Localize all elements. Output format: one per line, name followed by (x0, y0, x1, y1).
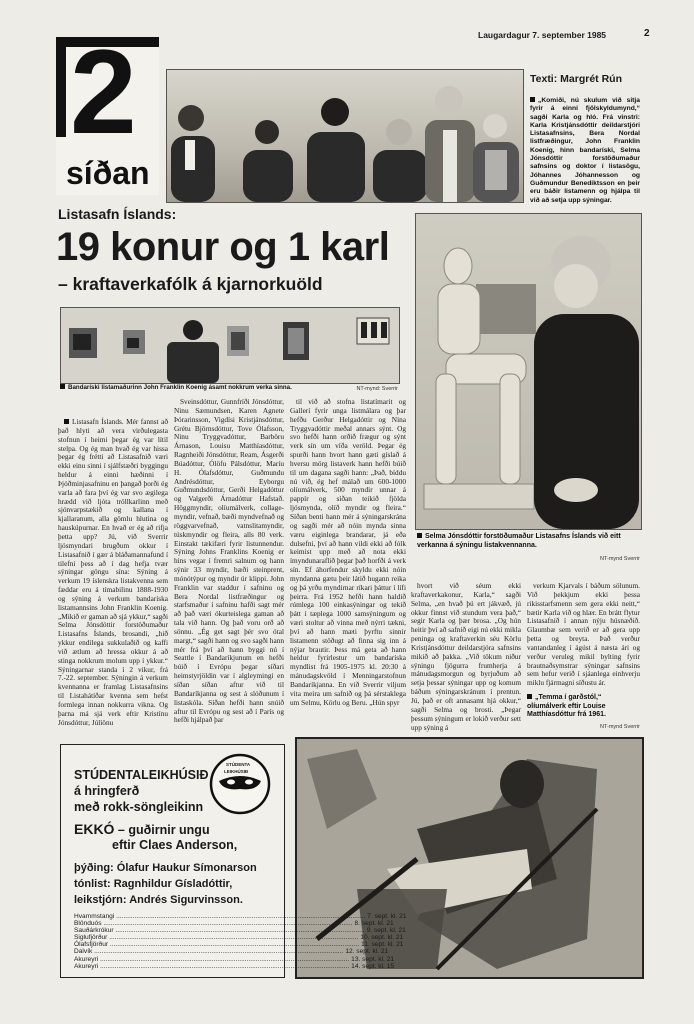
page-number: 2 (644, 28, 650, 39)
group-photo-figures (167, 70, 523, 202)
bullet-square-icon (64, 419, 69, 424)
article-column-1: Listasafn Íslands. Mér fannst að það hlyti að vera virðulegasta stofnun í heimi þegar ég var lítil stelpa. Og ég man hvað ég var hissa þegar ég frétti að Listasafnið væri ekki einu sinni í sjálfstæðri byggingu heldur á einni hæðinni í Þjóðminjasafninu en þangað þorði ég varla að fara því ég var svo ægilega hrædd við ljóta tröllkarlinn með sjónvarpstækið og kallana í kjallaranum, alla gömlu hlutina og hauskúpurnar. En hvað er ég að rifja þetta upp? Jú, við Sverrir ljósmyndari brugðum okkur í Listasafnið í gær á bláðamannafund í tilefni þess að í dag hefja tvær sýningar göngu sína: Sýning á verkum 19 íslenskra listakvenna sem fæddar eru á tímabilinu 1888-1930 og sýning á verkum bandaríska listamannsins John Franklin Koenig. „Mikið er gaman að sjá ykkur,“ sagði Selma Jónsdóttir forstöðumaður Listasafns Íslands, brosandi, „hið ykkur endilega sukkulaðið og kaffi við ætlum að hressa okkur á að stinga nokkrum molum upp í ykkur.“ Sýningarnar standa í 2 vikur, frá 7.-22. september. Sýningin á verkum kvennanna er framlag Listasafnsins til Listahátíðar kvenna sem hefst formlega innan nokkurra vikna. Og þarna má sjá verk eftir Kristínu Jónsdóttur, Júlíönu (58, 417, 168, 727)
subheadline: – kraftaverkafólk á kjarnorkuöld (58, 274, 323, 294)
ad-music-credit: tónlist: Ragnhildur Gísladóttir, (74, 878, 233, 890)
ad-translation-credit: þýðing: Ólafur Haukur Símonarson (74, 862, 257, 874)
bullet-square-icon (530, 97, 535, 102)
article-column-4: hvort við séum ekki kraftaverkakonur, Karla,“ sagði Selma, „en hvað þú ert jákvæð, jú okkur finnst við stundum vera það,“ segir Karla og þær brosa. „Og hún heitir því að safnið eigi nú ekki mikla peninga og kraftaverkin séu Körlu Kristjánsdóttur deildarstjóra safnsins mikið að þakka. „Við tökum niður sýningu fjögurra frumherja á mánudagsmorgun og byrjuðum að setja þessar sýningar upp og komum báðum sýningarskránum í prentun. Jú, það er oft annasamt hjá okkur,“ sagði Selma og brosti. „Þegar þessum sýningum er lokið verður sett upp sýning á (411, 581, 521, 732)
painting-credit: NT-mynd Sverrir (599, 724, 640, 730)
selma-portrait-credit: NT-mynd Sverrir (599, 556, 640, 562)
section-logo (56, 25, 159, 195)
tour-row: Akureyri ..... 13. sept. kl. 21 (74, 956, 274, 963)
bullet-square-icon (60, 384, 65, 389)
tour-row: Siglufjörður ..... 10. sept. kl. 21 (74, 934, 274, 941)
ad-author: eftir Claes Anderson, (112, 838, 238, 852)
bullet-square-icon (527, 694, 532, 699)
ad-line-2: á hringferð (74, 784, 140, 798)
selma-portrait-photo (415, 213, 642, 530)
tour-row: Sauðárkrókur ..... 9. sept. kl. 21 (74, 927, 274, 934)
painting-caption: „Temma í garðstól,“ olíumálverk eftir Louise Matthíasdóttur frá 1961. (527, 694, 606, 719)
bullet-square-icon (417, 533, 422, 538)
logo-word: síðan (66, 155, 150, 191)
page-date: Laugardagur 7. september 1985 (478, 30, 607, 40)
tour-row: Dalvík ..... 12. sept. kl. 21 (74, 948, 274, 955)
article-column-3: til við að stofna listatímarit og Gallerí fyrir unga listmálara og þar hefðu Gerður Helgadóttir og Nina Tryggvadóttir meðal annars sýnt. Og svo hefði hann orðið frægur og sýnt verk sín um víða veröld. Þegar ég spurði hann hvort hann gæti gíslað á hversu mörg listaverk hann hefði búið til um dagana sagði hann: „Það, bíddu nú við, ég hef málað um 600-1000 olíumálverk, 500 myndir unnar á pappír og síðan teikið fjölda ljósmynda, olíð myndir og fleira.“ Síðan benti hann mér á sýningarskrána og sagði mér að nóin mynda sinna væru eiginlega brandarar, já eða dulsefni, því að hann vildi ekki að fólk keimist upp með að nota ekki ímyndunaraflið þegar það horfði á verk sín. Ef áhorfendur skyldu ekki nóin myndanna gætu þeir látið hugann reika og þá yrðu myndirnar ríkari þáttur í lífi þeirra. Frá 1952 hefði hann haldið rúmlega 100 einkasýningar og tekið þátt í tæplega 1000 samsýningum og væri stoltur að vinna með nýrri tækni, því að hann mæti þyrftu sinnir listamenn stöðugt að finna sig inn á nýjar brautir. Þess má geta að hann heldur fyrirlestur um bandaríska myndlist frá 1905-1975 kl. 20:30 á mánudagskvöld í Menningarstofnun Bandaríkjanna. En við Sverrir viljum vita meira um safnið og þá sérstaklega um Selmu, Körlu og Beru. „Hún spyr (290, 397, 406, 707)
tour-row: Blönduós ..... 8. sept. kl. 21 (74, 920, 274, 927)
logo-numeral: 2 (70, 25, 137, 159)
koenig-strip-photo (60, 307, 400, 384)
ad-show-title: EKKÓ – guðirnir ungu (74, 821, 210, 837)
ad-org-name: STÚDENTALEIKHÚSIÐ (74, 768, 209, 782)
selma-portrait-scene (416, 214, 641, 529)
tour-row: Ólafsfjörður ..... 11. sept. kl. 21 (74, 941, 274, 948)
ad-line-3: með rokk-söngleikinn (74, 800, 204, 814)
article-column-2: Sveinsdóttur, Gunnfríði Jónsdóttur, Ninu Sæmundsen, Karen Agnete Þórarinsson, Vigdísi Kristjánsdóttur, Grétu Björnsdóttur, Tove Ólafsson, Ninu Tryggvadóttur, Barböru Árnason, Louisu Matthíasdóttur, Ragnheiði Jónsdóttur, Ream, Ásgerði Búadóttur, Ólöfu Pálsdóttur, Maríu H. Ólafsdóttur, Guðmundu Andrésdóttur, Eyborgu Guðmundsdóttur, Gerði Helgadóttur og Valgerði Árnadóttur Hafstað. Höggmyndir, olíumálverk, collage-myndir, vefnað, bæði myndvefnað og röggvarvefnað, vatnslitamyndir, túskmyndir og fleira, alls 80 verk. Einstakt tækifæri fyrir listunnendur. Sýning Johns Franklins Koenig er hins vegar í fremri salnum og hann sýnir 33 myndir, bæði steinprent, mónótýpur og myndir úr klippi. John Franklin var staddur í safninu og Bera Nordal listfræðingur og starfsmaður í safninu hafði sagt mér að það væri ókurteislega gaman að tala við hann. Og það voru orð að sönnu. „Ég get sagt þér svo ótal margt,“ sagði hann og svo sagði hann mér frá því að hann byggi nú í Seattle í Bandaríkjunum en hefði búið í Evrópu þegar síðari heimstyrjöldin var í algleymingi en síðan síðan aftur við til Bandaríkjanna og sest á slóðunum í listaskóla. Síðan hefði hann snúið aftur til Evrópu og sest að í París og hefði hjálpað þar (174, 397, 284, 725)
byline: Texti: Margrét Rún (530, 73, 622, 85)
koenig-strip-artworks (61, 308, 399, 383)
tour-row: Akureyri ..... 14. sept. kl. 15 (74, 963, 274, 970)
selma-portrait-caption: Selma Jónsdóttir forstöðumaður Listasafns Íslands við eitt verkanna á sýningu listakvennanna. (417, 533, 621, 549)
group-photo (166, 69, 524, 203)
headline: 19 konur og 1 karl (56, 225, 390, 269)
koenig-strip-credit: NT-mynd: Sverrir (356, 386, 398, 392)
theatre-logo-text-bottom: LEIKHÚSIÐ (224, 769, 249, 774)
group-photo-caption: „Komiði, nú skulum við sitja fyrir á einni fjölskyldumynd,“ sagði Karla og hló. Frá vinstri: Karla Kristjánsdóttir deildarstjóri Listasafnsins, Bera Nordal listfræðingur, John Franklin Koenig, hinn bandaríski, Selma Jónsdóttir forstöðumaður safnsins og doktor í listasögu, Jóhannes Jóhannesson og Guðmundur Benediktsson en þeir eru báðir listamenn og hjálpa til við að setja upp sýningar. (530, 97, 640, 204)
koenig-strip-caption: Bandaríski listamaðurinn John Franklin Koenig ásamt nokkrum verka sinna. (60, 384, 310, 393)
kicker: Listasafn Íslands: (58, 206, 177, 222)
theatre-logo-text-top: STÚDENTA (226, 762, 251, 767)
article-column-5: verkum Kjarvals í báðum sölunum. Við þekkjum ekki þessa rikisstarfsmenn sem gera ekki neitt,“ bætir Karla við og hlær. En brátt flytur Listasafnið í annan nýju húsnæðið. Glaumbæ sem verið er að gera upp þetta og breyta. Það verður vantandanleg í ágúst á næsta ári og verður veruleg mikil bylting fyrir brautnaðsymstrar sýningar safnsins sem hefur verið í sjáanlega einhverju miklu fjármagni síðustu ár. (527, 581, 640, 688)
ad-director-credit: leikstjórn: Andrés Sigurvinsson. (74, 894, 243, 906)
tour-row: Hvammstangi ..... 7. sept. kl. 21 (74, 913, 274, 920)
ad-tour-schedule (74, 913, 407, 970)
